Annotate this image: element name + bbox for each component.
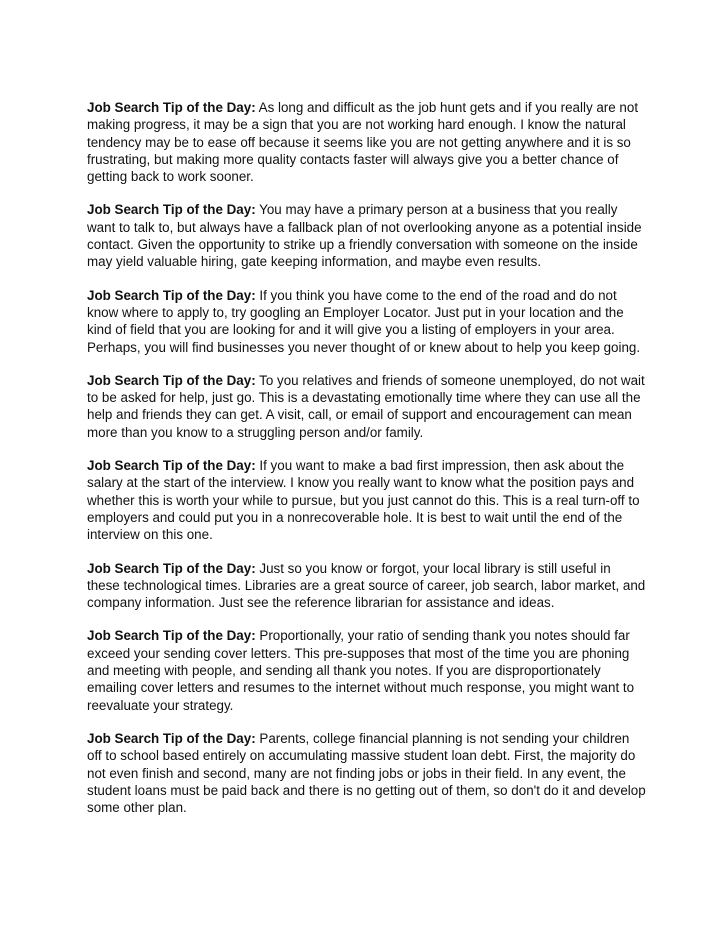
tip-paragraph-6: [87, 560, 647, 612]
tip-text: Proportionally, your ratio of sending thank you notes should far exceed your sending cover letters. This pre-supposes that most of the time you are phoning and meeting with people, and sending all thank you notes. If you are disproportionately emailing cover letters and resumes to the internet without much response, you might want to reevaluate your strategy.: [87, 628, 635, 713]
tip-text: If you want to make a bad first impression, then ask about the salary at the start of the interview. I know you really want to know what the position pays and whether this is worth your while to pursue, but you just cannot do this. This is a real turn-off to employers and could put you in a nonrecoverable hole. It is best to wait until the end of the interview on this one.: [87, 458, 640, 543]
tip-paragraph-2: [87, 201, 647, 270]
tip-label: Job Search Tip of the Day:: [87, 730, 256, 746]
tip-paragraph-5: [87, 457, 647, 543]
tip-label: Job Search Tip of the Day:: [87, 458, 256, 474]
tip-label: Job Search Tip of the Day:: [87, 560, 256, 576]
tip-text: To you relatives and friends of someone unemployed, do not wait to be asked for help, just go. This is a devastating emotionally time where they can use all the help and friends they can get. A visit, call, or email of support and encouragement can mean more than you know to a struggling person and/or family.: [87, 372, 645, 440]
tip-label: Job Search Tip of the Day:: [87, 202, 256, 218]
tip-text: As long and difficult as the job hunt gets and if you really are not making progress, it may be a sign that you are not working hard enough. I know the natural tendency may be to ease off because it seems like you are not getting anywhere and it is so frustrating, but making more quality contacts faster will always give you a better chance of getting back to work sooner.: [87, 100, 639, 185]
tip-text: You may have a primary person at a business that you really want to talk to, but always have a fallback plan of not overlooking anyone as a potential inside contact. Given the opportunity to strike up a friendly conversation with someone on the inside may yield valuable hiring, gate keeping information, and maybe even results.: [87, 202, 642, 270]
tip-paragraph-1: [87, 99, 647, 185]
tip-paragraph-4: [87, 372, 647, 441]
document-page: [87, 99, 647, 832]
tip-label: Job Search Tip of the Day:: [87, 372, 256, 388]
tip-label: Job Search Tip of the Day:: [87, 100, 256, 115]
tip-label: Job Search Tip of the Day:: [87, 287, 256, 303]
tip-paragraph-7: [87, 627, 647, 713]
tip-text: If you think you have come to the end of the road and do not know where to apply to, try googling an Employer Locator. Just put in your location and the kind of field that you are looking for and it will give you a listing of employers in your area. Perhaps, you will find businesses you never thought of or knew about to help you keep going.: [87, 287, 641, 355]
tip-paragraph-8: [87, 730, 647, 816]
tip-text: Parents, college financial planning is not sending your children off to school based entirely on accumulating massive student loan debt. First, the majority do not even finish and second, many are not finding jobs or jobs in their field. In any event, the student loans must be paid back and there is no getting out of them, so don't do it and develop some other plan.: [87, 730, 646, 816]
tip-text: Just so you know or forgot, your local library is still useful in these technological times. Libraries are a great source of career, job search, labor market, and company information. Just see the reference librarian for assistance and ideas.: [87, 560, 646, 611]
tip-label: Job Search Tip of the Day:: [87, 628, 256, 644]
tip-paragraph-3: [87, 287, 647, 356]
